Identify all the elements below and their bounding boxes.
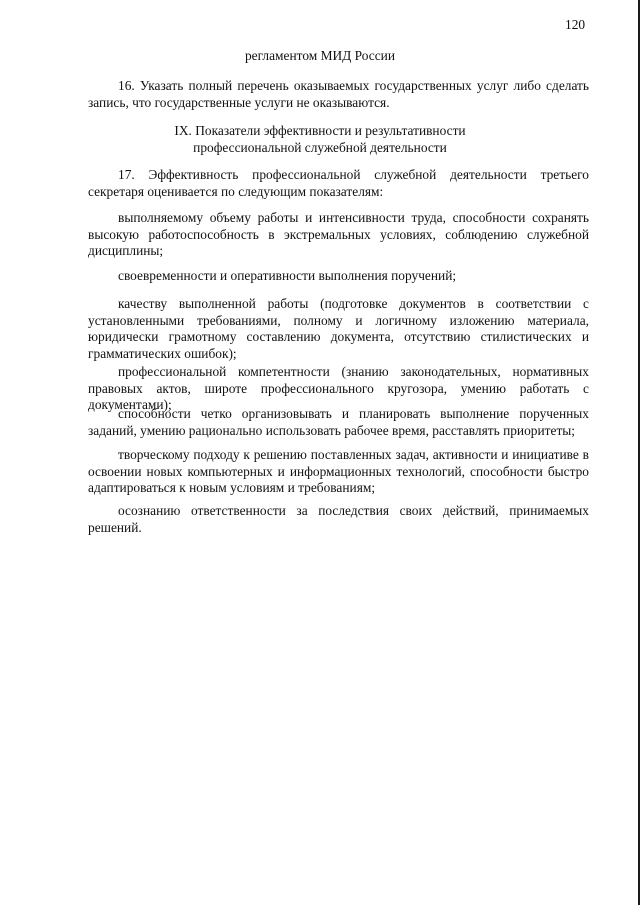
- section-heading-line-2: профессиональной служебной деятельности: [193, 140, 447, 155]
- criterion-quality: качеству выполненной работы (подготовке документов в соответствии с установленными требованиями, полному и логичному изложению материала, юридически грамотному составлению документа, отсутствию стилистических и грамматических ошибок);: [88, 296, 589, 361]
- continuation-text: регламентом МИД России: [244, 48, 396, 63]
- criterion-workload: выполняемому объему работы и интенсивности труда, способности сохранять высокую работоспособность в экстремальных условиях, соблюдению служебной дисциплины;: [88, 210, 589, 258]
- criterion-organization: способности четко организовывать и планировать выполнение порученных заданий, умению рационально использовать рабочее время, расставлять приоритеты;: [88, 406, 589, 438]
- section-heading: [0, 122, 640, 156]
- criterion-responsibility: осознанию ответственности за последствия своих действий, принимаемых решений.: [88, 503, 589, 535]
- criterion-creativity: творческому подходу к решению поставленных задач, активности и инициативе в освоении новых компьютерных и информационных технологий, способности быстро адаптироваться к новым условиям и требованиям;: [88, 447, 589, 495]
- item-16-paragraph: 16. Указать полный перечень оказываемых государственных услуг либо сделать запись, что государственные услуги не оказываются.: [88, 78, 589, 110]
- criterion-timeliness: своевременности и оперативности выполнения поручений;: [118, 268, 457, 283]
- section-heading-line-1: IX. Показатели эффективности и результативности: [174, 123, 466, 138]
- item-17-intro-paragraph: 17. Эффективность профессиональной служебной деятельности третьего секретаря оценивается по следующим показателям:: [88, 167, 589, 199]
- page-number: 120: [565, 17, 586, 32]
- criterion-competence: профессиональной компетентности (знанию законодательных, нормативных правовых актов, широте профессионального кругозора, умению работать с документами);: [88, 364, 589, 412]
